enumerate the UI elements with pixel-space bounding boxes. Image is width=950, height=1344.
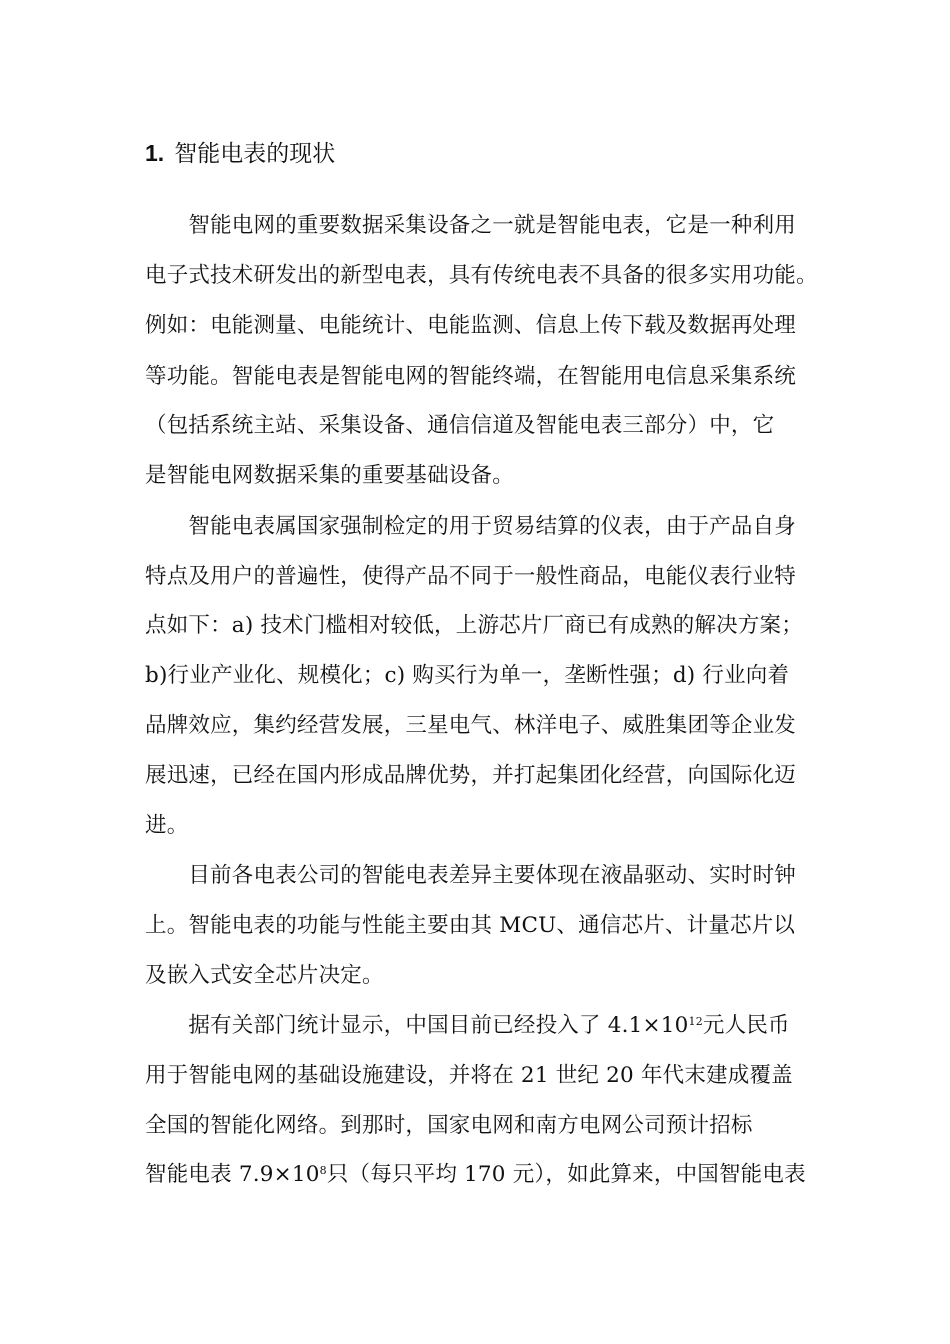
- paragraph-3-line-3: 及嵌入式安全芯片决定。: [145, 963, 384, 988]
- section-number: 1.: [145, 140, 165, 166]
- exponent-12: 12: [688, 1015, 703, 1028]
- paragraph-4-line-3: 全国的智能化网络。到那时，国家电网和南方电网公司预计招标: [145, 1113, 753, 1138]
- paragraph-1-line-2: 电子式技术研发出的新型电表，具有传统电表不具备的很多实用功能。: [145, 263, 818, 288]
- paragraph-1-line-6: 是智能电网数据采集的重要基础设备。: [145, 463, 514, 488]
- paragraph-2-line-5: 品牌效应，集约经营发展，三星电气、林洋电子、威胜集团等企业发: [145, 713, 797, 738]
- paragraph-1-line-3: 例如：电能测量、电能统计、电能监测、信息上传下载及数据再处理: [145, 313, 797, 338]
- meter-count-text: 智能电表 7.9×10: [145, 1162, 320, 1187]
- paragraph-1-line-4: 等功能。智能电表是智能电网的智能终端，在智能用电信息采集系统: [145, 364, 797, 389]
- investment-text: 据有关部门统计显示，中国目前已经投入了 4.1×10: [145, 1013, 689, 1038]
- paragraph-1-line-1: 智能电网的重要数据采集设备之一就是智能电表，它是一种利用: [145, 213, 797, 238]
- investment-unit: 元人民币: [702, 1013, 790, 1038]
- section-heading: [145, 136, 335, 171]
- paragraph-4-line-2: 用于智能电网的基础设施建设，并将在 21 世纪 20 年代末建成覆盖: [145, 1063, 793, 1088]
- paragraph-2-line-2: 特点及用户的普遍性，使得产品不同于一般性商品，电能仪表行业特: [145, 564, 797, 589]
- paragraph-2-line-7: 进。: [145, 813, 189, 838]
- paragraph-3-line-2: 上。智能电表的功能与性能主要由其 MCU、通信芯片、计量芯片以: [145, 913, 796, 938]
- paragraph-3-line-1: 目前各电表公司的智能电表差异主要体现在液晶驱动、实时时钟: [145, 863, 797, 888]
- paragraph-2-line-6: 展迅速，已经在国内形成品牌优势，并打起集团化经营，向国际化迈: [145, 763, 797, 788]
- section-title: 智能电表的现状: [174, 141, 336, 167]
- paragraph-4-line-1: [145, 1011, 790, 1041]
- exponent-8: 8: [319, 1164, 327, 1177]
- paragraph-2-line-3: 点如下：a) 技术门槛相对较低，上游芯片厂商已有成熟的解决方案；: [145, 613, 803, 638]
- paragraph-1-line-5: （包括系统主站、采集设备、通信信道及智能电表三部分）中，它: [145, 413, 775, 438]
- paragraph-2-line-1: 智能电表属国家强制检定的用于贸易结算的仪表，由于产品自身: [145, 514, 797, 539]
- paragraph-2-line-4: b)行业产业化、规模化；c) 购买行为单一，垄断性强；d) 行业向着: [145, 663, 790, 688]
- paragraph-4-line-4: [145, 1160, 806, 1190]
- meter-count-rest: 只（每只平均 170 元），如此算来，中国智能电表: [326, 1162, 806, 1187]
